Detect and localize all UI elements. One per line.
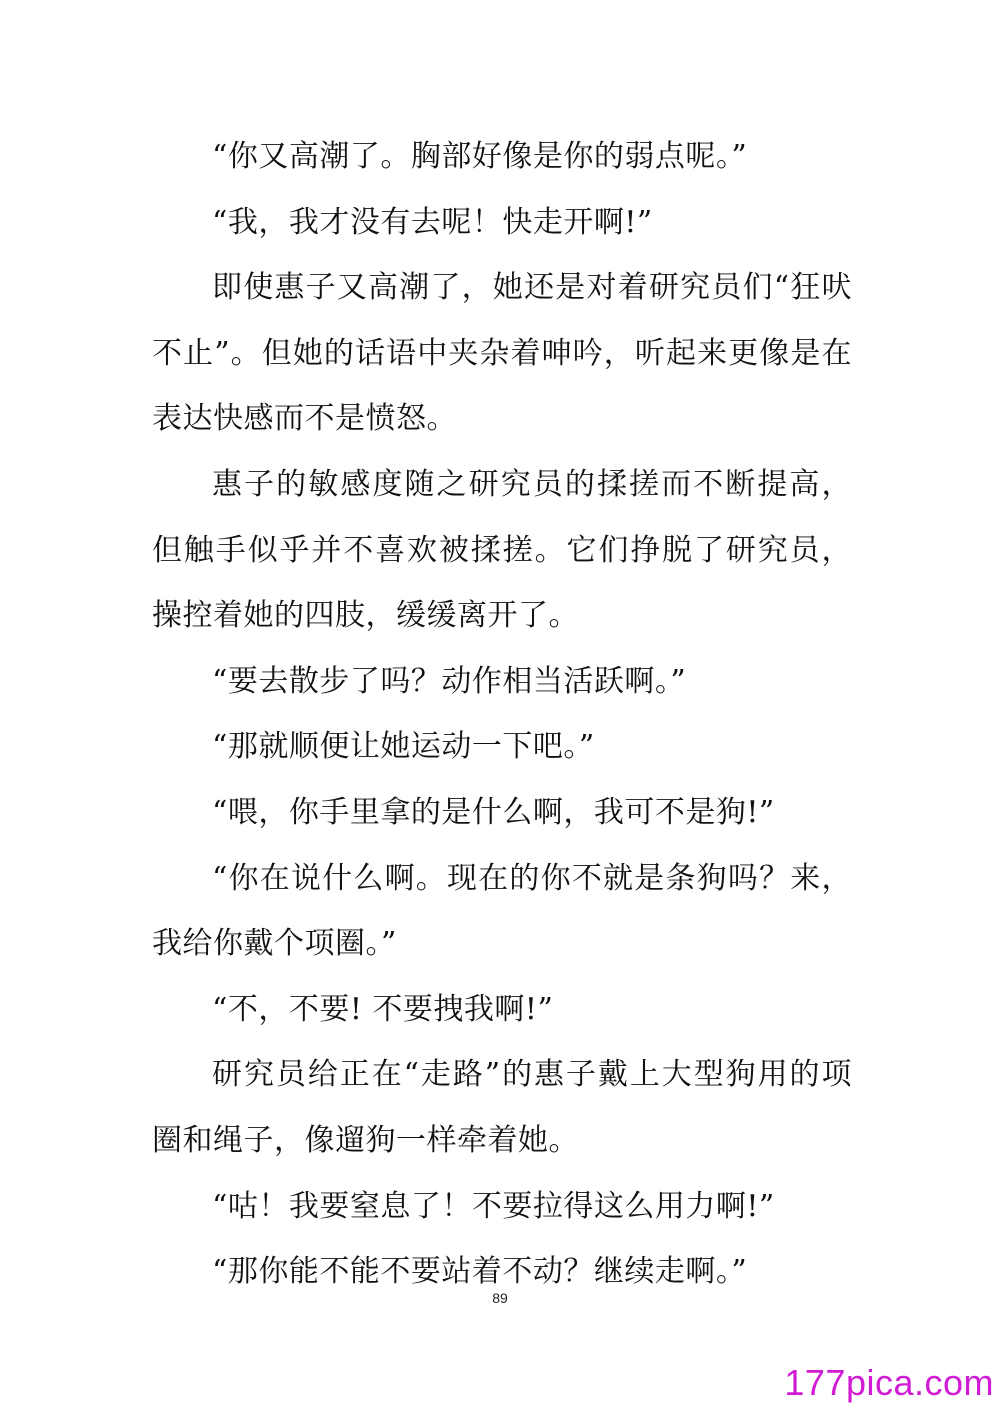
- body-text: [152, 124, 852, 1305]
- paragraph: 即使惠子又高潮了，她还是对着研究员们“狂吠不止”。但她的话语中夹杂着呻吟，听起来更像是在表达快感而不是愤怒。: [152, 270, 852, 437]
- paragraph: “那就顺便让她运动一下吧。”: [212, 729, 595, 765]
- paragraph: 研究员给正在“走路”的惠子戴上大型狗用的项圈和绳子，像遛狗一样牵着她。: [152, 1057, 852, 1158]
- paragraph: “你在说什么啊。现在的你不就是条狗吗？来，我给你戴个项圈。”: [152, 860, 852, 962]
- paragraph: “那你能不能不要站着不动？继续走啊。”: [212, 1254, 748, 1290]
- paragraph: “喂，你手里拿的是什么啊，我可不是狗!”: [212, 794, 775, 830]
- paragraph: “咕！我要窒息了！不要拉得这么用力啊!”: [212, 1188, 775, 1224]
- watermark: 177pica.com: [784, 1362, 994, 1403]
- paragraph: “你又高潮了。胸部好像是你的弱点呢。”: [212, 139, 748, 174]
- paragraph: “要去散步了吗？动作相当活跃啊。”: [212, 663, 687, 699]
- paragraph: “不，不要! 不要拽我啊!”: [212, 991, 554, 1027]
- page-number: 89: [492, 1290, 508, 1306]
- paragraph: “我，我才没有去呢！快走开啊!”: [212, 204, 653, 240]
- paragraph: 惠子的敏感度随之研究员的揉搓而不断提高，但触手似乎并不喜欢被揉搓。它们挣脱了研究员，操控着她的四肢，缓缓离开了。: [152, 466, 852, 634]
